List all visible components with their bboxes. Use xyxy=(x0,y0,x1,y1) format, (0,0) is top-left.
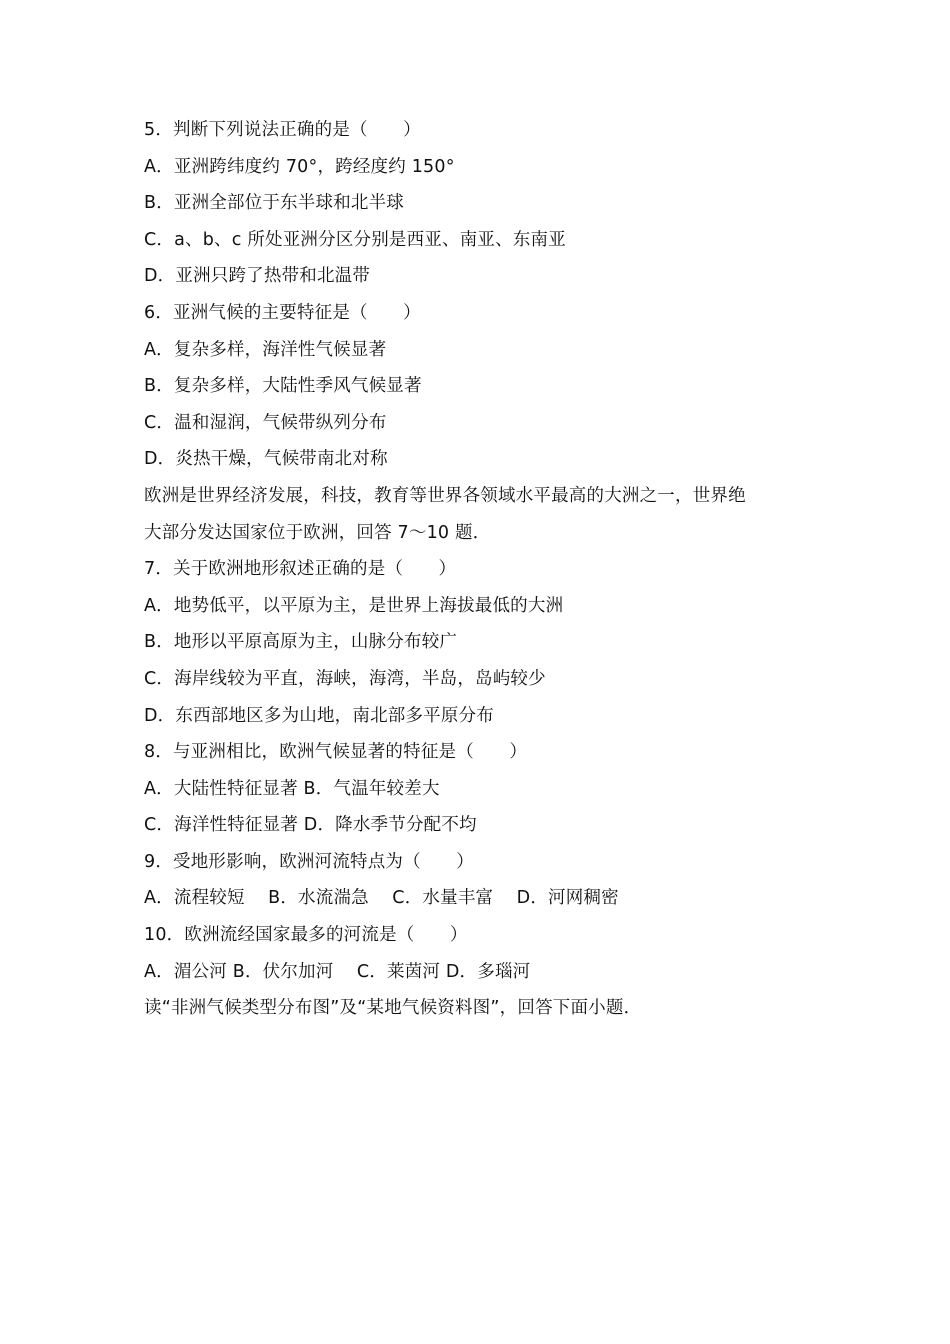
question-7-option-b: B．地形以平原高原为主，山脉分布较广 xyxy=(144,632,458,653)
question-5-option-c: C．a、b、c 所处亚洲分区分别是西亚、南亚、东南亚 xyxy=(144,229,566,250)
question-7-stem: 7．关于欧洲地形叙述正确的是（ ） xyxy=(144,559,457,580)
question-6-option-c: C．温和湿润，气候带纵列分布 xyxy=(144,412,387,433)
question-6-stem: 6．亚洲气候的主要特征是（ ） xyxy=(144,302,421,323)
question-6-option-a: A．复杂多样，海洋性气候显著 xyxy=(144,339,387,360)
question-10-options: A．湄公河 B．伏尔加河 C．莱茵河 D．多瑙河 xyxy=(144,961,531,982)
question-6-option-d: D．炎热干燥，气候带南北对称 xyxy=(144,449,388,470)
question-5-option-a: A．亚洲跨纬度约 70°，跨经度约 150° xyxy=(144,156,455,177)
question-9-stem: 9．受地形影响，欧洲河流特点为（ ） xyxy=(144,851,474,872)
question-8-stem: 8．与亚洲相比，欧洲气候显著的特征是（ ） xyxy=(144,742,528,763)
question-10-stem: 10．欧洲流经国家最多的河流是（ ） xyxy=(144,925,468,946)
question-8-options-ab: A．大陆性特征显著 B．气温年较差大 xyxy=(144,778,440,799)
question-5-stem: 5．判断下列说法正确的是（ ） xyxy=(144,120,421,140)
question-text-block xyxy=(144,112,814,1027)
question-7-option-d: D．东西部地区多为山地，南北部多平原分布 xyxy=(144,705,494,726)
question-5-option-d: D．亚洲只跨了热带和北温带 xyxy=(144,266,371,287)
question-6-option-b: B．复杂多样，大陆性季风气候显著 xyxy=(144,376,422,397)
question-7-option-a: A．地势低平，以平原为主，是世界上海拔最低的大洲 xyxy=(144,595,564,616)
question-5-option-b: B．亚洲全部位于东半球和北半球 xyxy=(144,193,405,214)
europe-intro-line-1: 欧洲是世界经济发展，科技，教育等世界各领域水平最高的大洲之一，世界绝 xyxy=(144,485,746,506)
africa-climate-instruction: 读“非洲气候类型分布图”及“某地气候资料图”，回答下面小题． xyxy=(144,998,642,1019)
question-8-options-cd: C．海洋性特征显著 D．降水季节分配不均 xyxy=(144,815,477,836)
question-9-options: A．流程较短 B．水流湍急 C．水量丰富 D．河网稠密 xyxy=(144,888,619,909)
question-7-option-c: C．海岸线较为平直，海峡，海湾，半岛，岛屿较少 xyxy=(144,668,546,689)
europe-intro-line-2: 大部分发达国家位于欧洲，回答 7～10 题． xyxy=(144,522,491,543)
